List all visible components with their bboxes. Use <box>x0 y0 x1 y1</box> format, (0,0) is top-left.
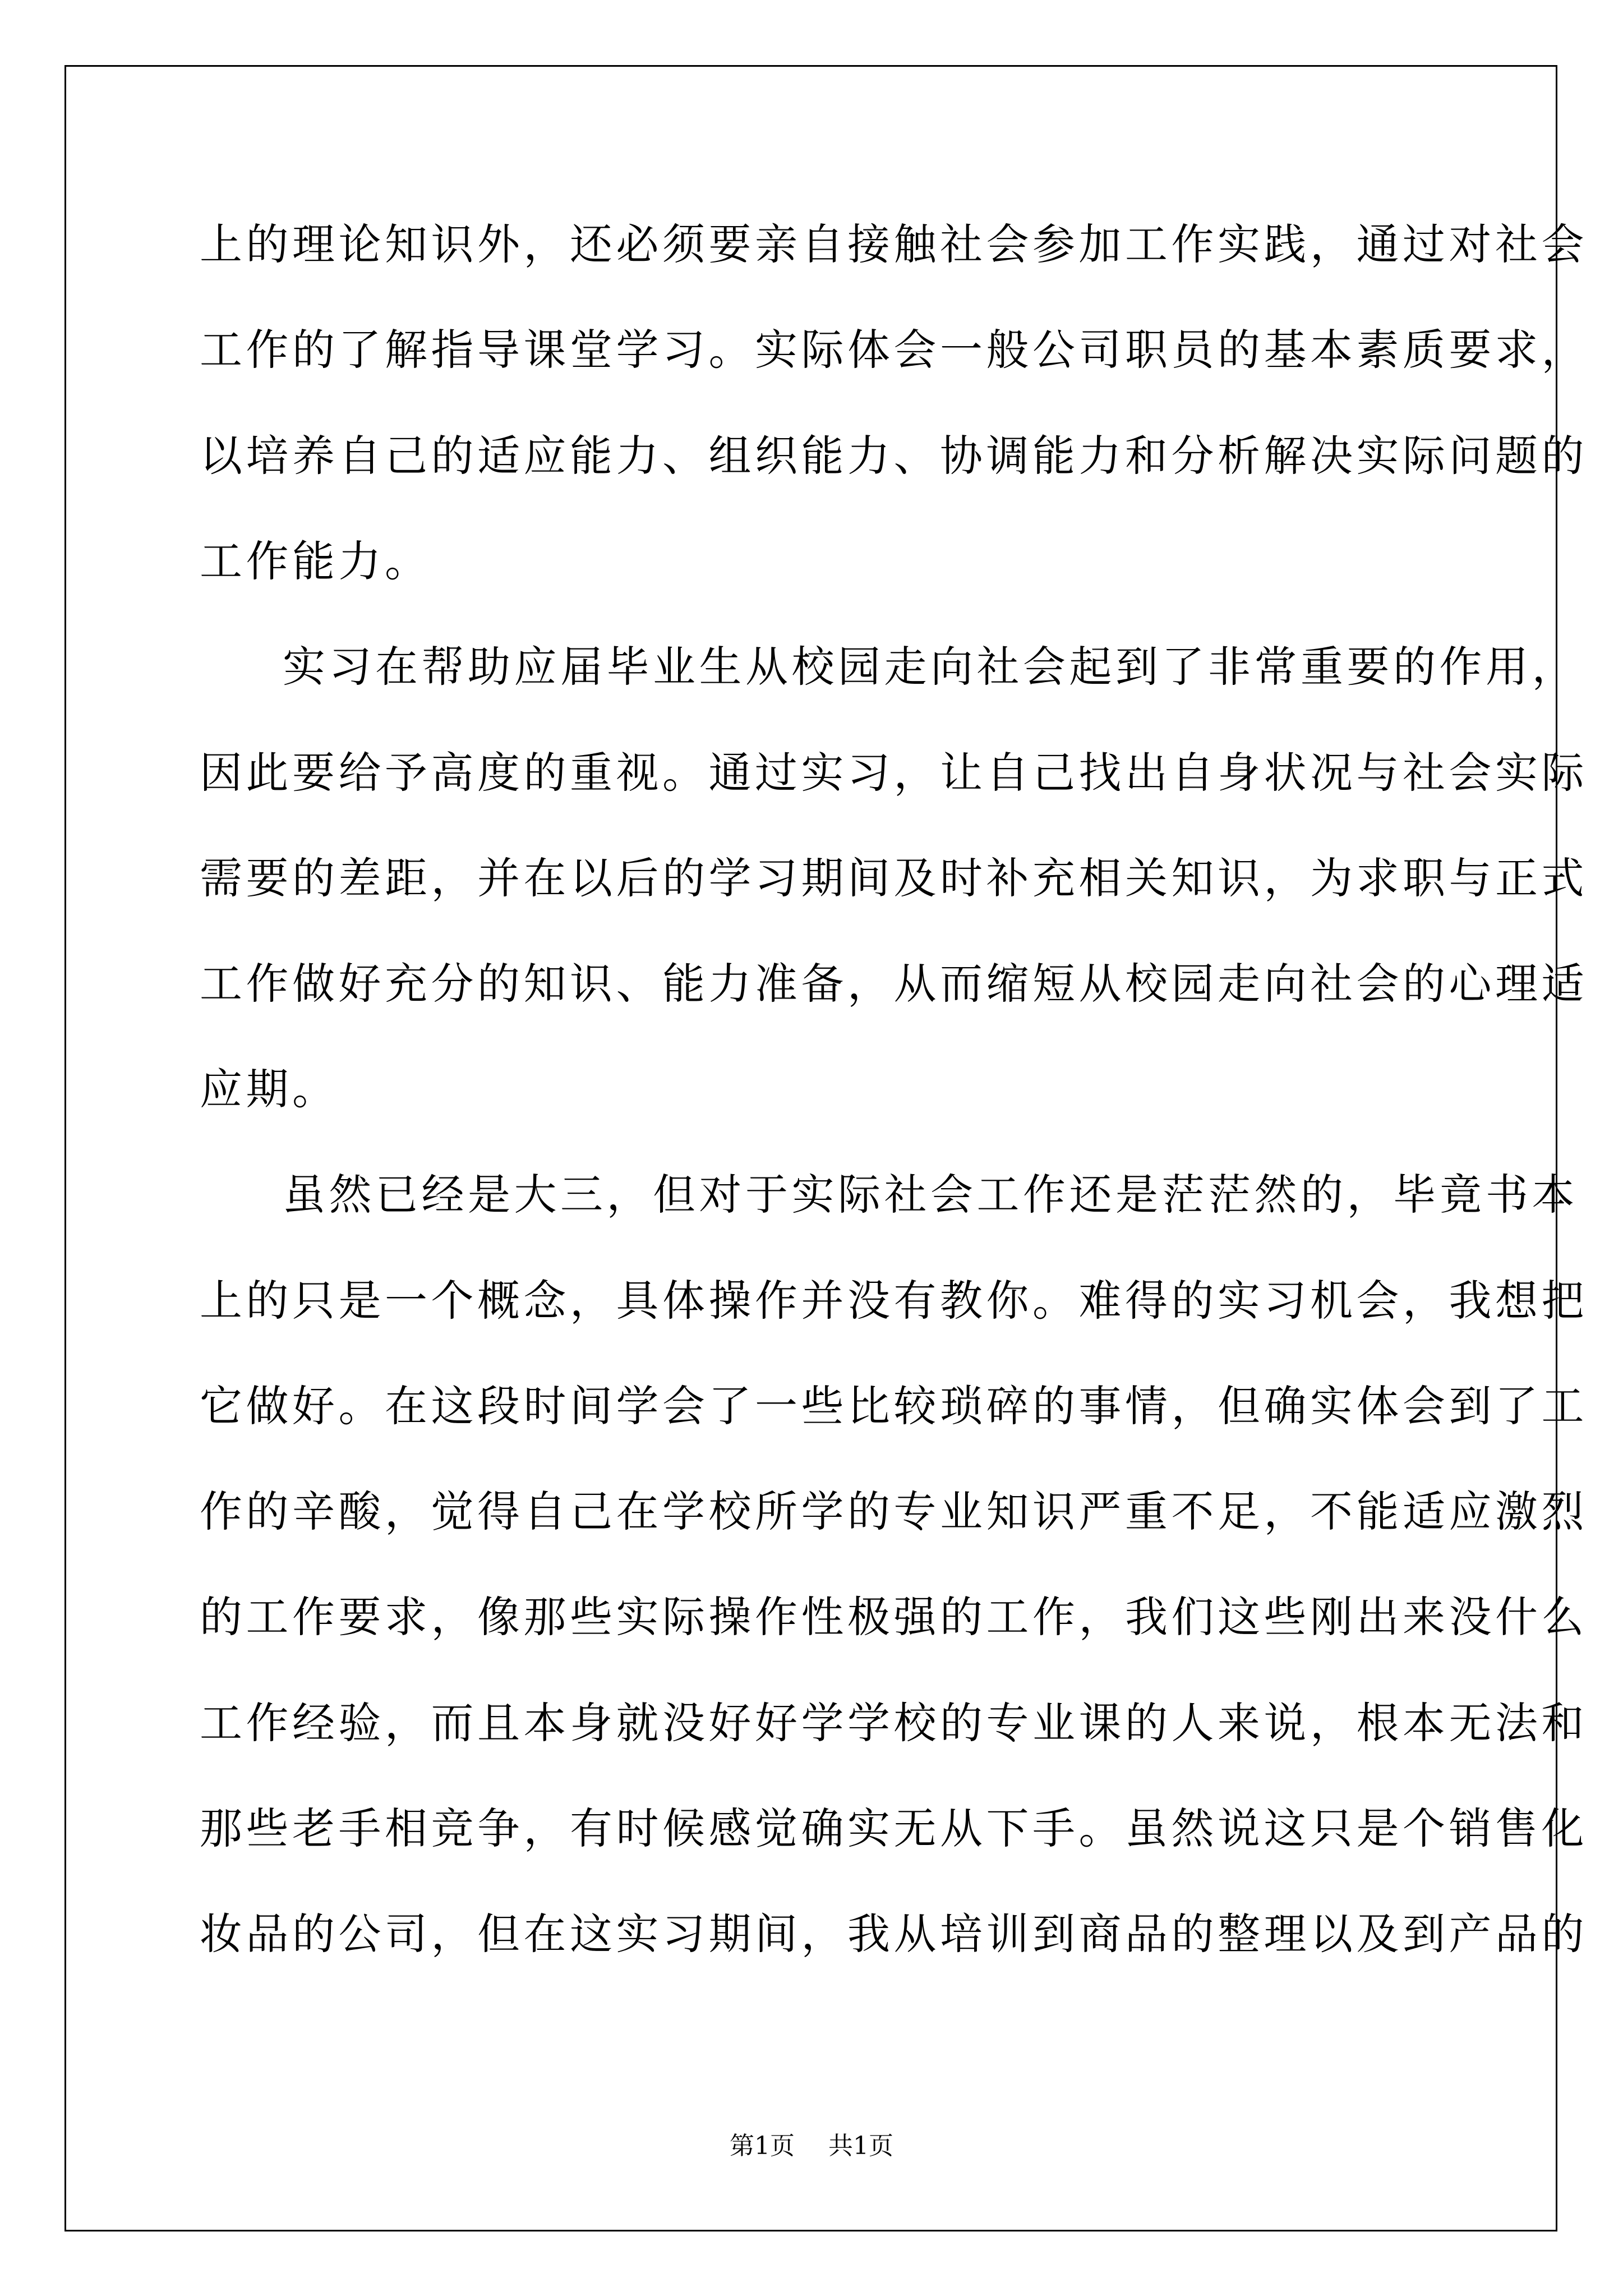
text-line: 工作能力。 <box>200 536 431 586</box>
text-line: 上的理论知识外，还必须要亲自接触社会参加工作实践，通过对社会 <box>200 219 1588 269</box>
text-line: 需要的差距，并在以后的学习期间及时补充相关知识，为求职与正式 <box>200 853 1588 903</box>
text-line: 的工作要求，像那些实际操作性极强的工作，我们这些刚出来没什么 <box>200 1592 1588 1642</box>
text-line: 它做好。在这段时间学会了一些比较琐碎的事情，但确实体会到了工 <box>200 1381 1588 1431</box>
text-line: 作的辛酸，觉得自己在学校所学的专业知识严重不足，不能适应激烈 <box>200 1487 1588 1536</box>
text-line: 工作经验，而且本身就没好好学学校的专业课的人来说，根本无法和 <box>200 1698 1588 1748</box>
text-line: 妆品的公司，但在这实习期间，我从培训到商品的整理以及到产品的 <box>200 1909 1588 1959</box>
text-line: 那些老手相竞争，有时候感觉确实无从下手。虽然说这只是个销售化 <box>200 1803 1588 1853</box>
text-line: 应期。 <box>200 1064 339 1114</box>
page-footer <box>0 2129 1623 2163</box>
text-line: 实习在帮助应届毕业生从校园走向社会起到了非常重要的作用， <box>283 642 1578 692</box>
text-line: 因此要给予高度的重视。通过实习，让自己找出自身状况与社会实际 <box>200 748 1588 798</box>
text-line: 以培养自己的适应能力、组织能力、协调能力和分析解决实际问题的 <box>200 431 1588 481</box>
text-line: 工作做好充分的知识、能力准备，从而缩短从校园走向社会的心理适 <box>200 959 1588 1009</box>
page-total: 共1页 <box>828 2132 893 2160</box>
text-line: 工作的了解指导课堂学习。实际体会一般公司职员的基本素质要求， <box>200 325 1588 375</box>
text-line: 虽然已经是大三，但对于实际社会工作还是茫茫然的，毕竟书本 <box>283 1170 1578 1220</box>
text-line: 上的只是一个概念，具体操作并没有教你。难得的实习机会，我想把 <box>200 1276 1588 1326</box>
page-number: 第1页 <box>730 2132 795 2160</box>
